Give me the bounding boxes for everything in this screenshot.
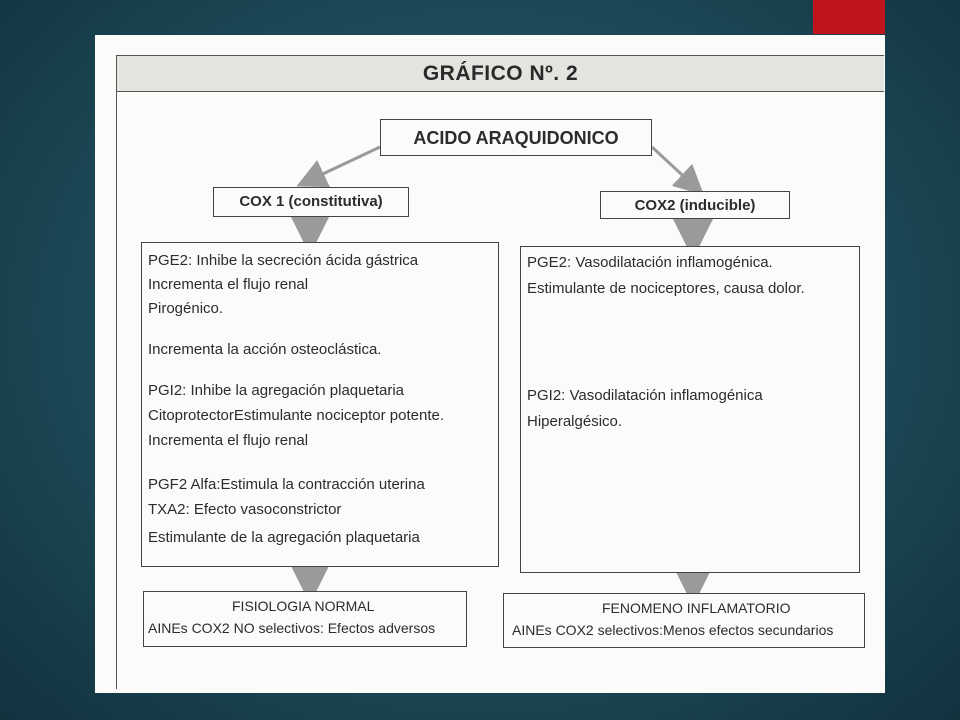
cox2-effect-line: Hiperalgésico. xyxy=(527,413,623,430)
outcome-left-title: FISIOLOGIA NORMAL xyxy=(232,598,375,614)
cox1-effect-line: PGE2: Inhibe la secreción ácida gástrica xyxy=(148,252,419,269)
cox1-label: COX 1 (constitutiva) xyxy=(239,193,383,210)
cox1-effect-line: Estimulante de la agregación plaquetaria xyxy=(148,529,420,546)
cox1-node xyxy=(213,187,409,217)
cox2-node xyxy=(600,191,790,219)
diagram-slide xyxy=(95,35,885,693)
cox1-effects-panel xyxy=(141,242,499,567)
root-node xyxy=(380,119,652,156)
outcome-right-box xyxy=(503,593,865,648)
cox1-effect-line: PGI2: Inhibe la agregación plaquetaria xyxy=(148,382,405,399)
root-label: ACIDO ARAQUIDONICO xyxy=(413,128,619,148)
cox2-label: COX2 (inducible) xyxy=(634,197,756,214)
accent-tab xyxy=(813,0,885,34)
cox1-effect-line: Incrementa el flujo renal xyxy=(148,276,309,293)
cox1-effect-line: Pirogénico. xyxy=(148,300,224,317)
cox2-effect-line: PGI2: Vasodilatación inflamogénica xyxy=(527,387,763,404)
outcome-left-text: AINEs COX2 NO selectivos: Efectos adversos xyxy=(148,620,436,636)
arrow-root-cox2 xyxy=(652,147,693,185)
cox1-effect-line: TXA2: Efecto vasoconstrictor xyxy=(148,501,342,518)
cox1-effect-line: Incrementa el flujo renal xyxy=(148,432,309,449)
cox2-effect-line: Estimulante de nociceptores, causa dolor. xyxy=(527,280,805,297)
outcome-right-title: FENOMENO INFLAMATORIO xyxy=(602,600,791,616)
cox2-effect-line: PGE2: Vasodilatación inflamogénica. xyxy=(527,254,773,271)
outcome-left-box xyxy=(143,591,467,647)
cox2-effects-panel xyxy=(520,246,860,573)
diagram-title: GRÁFICO Nº. 2 xyxy=(422,62,579,85)
cox1-effect-line: PGF2 Alfa:Estimula la contracción uterina xyxy=(148,476,425,493)
cox1-effect-line: Incrementa la acción osteoclástica. xyxy=(148,341,382,358)
cox1-effect-line: CitoprotectorEstimulante nociceptor potente. xyxy=(148,407,444,424)
arrow-root-cox1 xyxy=(310,147,380,180)
outcome-right-text: AINEs COX2 selectivos:Menos efectos secundarios xyxy=(512,622,834,638)
